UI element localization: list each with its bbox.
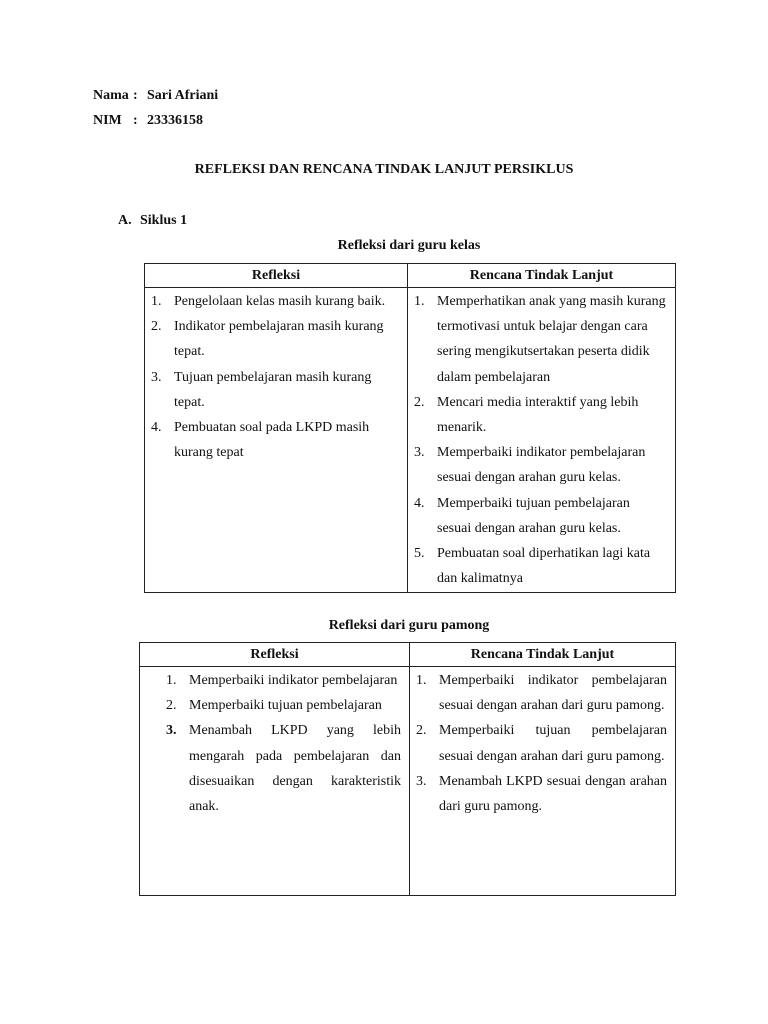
table1-rtl-cell — [408, 288, 676, 593]
list-item-text: Mencari media interaktif yang lebih menarik. — [437, 394, 639, 436]
list-item-text: Pembuatan soal diperhatikan lagi kata dan kalimatnya — [437, 546, 651, 587]
section-label: Siklus 1 — [140, 213, 188, 228]
list-item-number: 4. — [414, 495, 425, 511]
list-item-text: Pembuatan soal pada LKPD masih kurang tepat — [174, 420, 370, 461]
list-item-number: 2. — [414, 394, 425, 410]
list-item — [145, 415, 407, 465]
list-item — [140, 718, 409, 819]
table2-rtl-cell — [410, 667, 676, 896]
list-item-number: 1. — [416, 673, 427, 688]
student-nim: 23336158 — [147, 113, 203, 128]
list-item — [140, 668, 409, 693]
list-item-number: 3. — [416, 773, 427, 789]
list-item-text: Memperbaiki indikator pembelajaran — [189, 673, 398, 688]
table1-header-rtl: Rencana Tindak Lanjut — [408, 264, 676, 288]
nim-label: NIM — [93, 113, 122, 128]
list-item-text: Tujuan pembelajaran masih kurang tepat. — [174, 369, 372, 410]
list-item — [408, 440, 675, 490]
list-item-text: Memperbaiki tujuan pembelajaran sesuai dengan arahan dari guru pamong. — [439, 723, 667, 764]
table2-refleksi-cell — [140, 667, 410, 896]
list-item — [410, 668, 675, 718]
list-item-text: Memperbaiki tujuan pembelajaran — [189, 698, 382, 714]
list-item-number: 2. — [166, 698, 177, 714]
list-item-number: 3. — [414, 445, 425, 461]
table2-header-rtl: Rencana Tindak Lanjut — [410, 643, 676, 667]
list-item-text: Pengelolaan kelas masih kurang baik. — [174, 294, 386, 309]
list-item-number: 1. — [151, 294, 162, 309]
list-item-number: 1. — [414, 294, 425, 309]
list-item — [145, 314, 407, 364]
name-label: Nama — [93, 88, 129, 103]
student-nim-line — [93, 113, 203, 129]
document-title: REFLEKSI DAN RENCANA TINDAK LANJUT PERSIKLUS — [194, 162, 574, 177]
list-item-number: 1. — [166, 673, 177, 688]
table1-caption: Refleksi dari guru kelas — [337, 238, 481, 253]
list-item — [408, 491, 675, 541]
list-item-number: 2. — [416, 723, 427, 739]
list-item — [408, 390, 675, 440]
list-item-text: Indikator pembelajaran masih kurang tepat. — [174, 319, 384, 360]
table1-header-refleksi: Refleksi — [145, 264, 408, 288]
list-item — [410, 769, 675, 819]
list-item-number: 5. — [414, 546, 425, 562]
section-letter: A. — [118, 213, 132, 228]
nim-separator: : — [133, 113, 138, 128]
list-item — [408, 289, 675, 390]
list-item — [410, 718, 675, 768]
list-item — [145, 289, 407, 314]
list-item-number: 2. — [151, 319, 162, 335]
list-item-number: 3. — [166, 723, 177, 739]
list-item — [140, 693, 409, 718]
list-item-text: Memperbaiki tujuan pembelajaran sesuai dengan arahan guru kelas. — [437, 495, 630, 536]
list-item-text: Memperhatikan anak yang masih kurang termotivasi untuk belajar dengan cara sering mengikutsertakan peserta didik dalam pembelajaran — [437, 294, 666, 385]
table1-refleksi-cell — [145, 288, 408, 593]
list-item — [408, 541, 675, 591]
list-item-text: Memperbaiki indikator pembelajaran sesuai dengan arahan dari guru pamong. — [439, 673, 667, 714]
table2-header-refleksi: Refleksi — [140, 643, 410, 667]
table2-caption: Refleksi dari guru pamong — [328, 618, 490, 633]
student-name: Sari Afriani — [147, 88, 219, 103]
list-item-text: Memperbaiki indikator pembelajaran sesuai dengan arahan guru kelas. — [437, 445, 646, 486]
table-guru-kelas — [144, 263, 676, 593]
list-item-text: Menambah LKPD yang lebih mengarah pada pembelajaran dan disesuaikan dengan karakteristik anak. — [189, 723, 401, 815]
name-separator: : — [133, 88, 138, 103]
list-item-number: 3. — [151, 369, 162, 385]
student-name-line — [93, 88, 218, 104]
section-heading — [118, 213, 187, 229]
table-guru-pamong — [139, 642, 676, 896]
list-item-text: Menambah LKPD sesuai dengan arahan dari guru pamong. — [439, 773, 667, 815]
list-item-number: 4. — [151, 420, 162, 436]
list-item — [145, 365, 407, 415]
